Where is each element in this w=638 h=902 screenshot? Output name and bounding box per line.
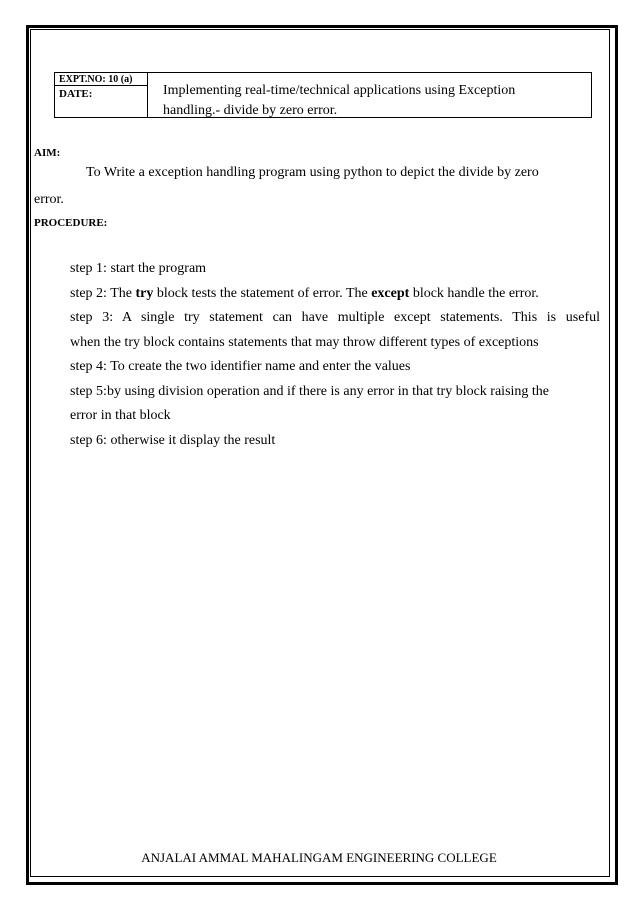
step-5-line2: error in that block — [70, 408, 171, 423]
page-border-inner — [30, 29, 610, 877]
step-2-except-keyword: except — [371, 285, 410, 301]
footer-college-name: ANJALAI AMMAL MAHALINGAM ENGINEERING COLLEGE — [141, 850, 497, 865]
experiment-title-line1: Implementing real-time/technical applications using Exception — [163, 83, 516, 98]
experiment-header-table — [54, 72, 592, 118]
aim-heading: AIM: — [34, 147, 61, 159]
date-label: DATE: — [59, 88, 93, 100]
step-2-text-b: block tests the statement of error. The — [153, 285, 372, 301]
aim-line2: error. — [34, 192, 64, 207]
step-6: step 6: otherwise it display the result — [70, 432, 276, 448]
step-1: step 1: start the program — [70, 261, 207, 276]
step-3-line2: when the try block contains statements that may throw different types of exceptions — [70, 334, 539, 350]
experiment-title — [163, 81, 583, 121]
header-meta-cell — [55, 73, 148, 117]
step-2 — [70, 282, 600, 307]
step-2-try-keyword: try — [135, 285, 154, 301]
procedure-heading: PROCEDURE: — [34, 217, 108, 229]
step-2-text-c: block handle the error. — [409, 285, 539, 301]
step-2-text-a: step 2: The — [70, 285, 136, 301]
expt-no-label: EXPT.NO: 10 (a) — [55, 73, 147, 86]
procedure-steps — [70, 257, 600, 453]
step-4: step 4: To create the two identifier name and enter the values — [70, 359, 411, 374]
experiment-title-line2: handling.- divide by zero error. — [163, 103, 338, 118]
step-5-line1: step 5:by using division operation and if there is any error in that try block raising the — [70, 383, 550, 399]
step-3-line1: step 3: A single try statement can have multiple except statements. This is useful — [70, 310, 600, 325]
aim-line1: To Write a exception handling program using python to depict the divide by zero — [86, 165, 539, 180]
